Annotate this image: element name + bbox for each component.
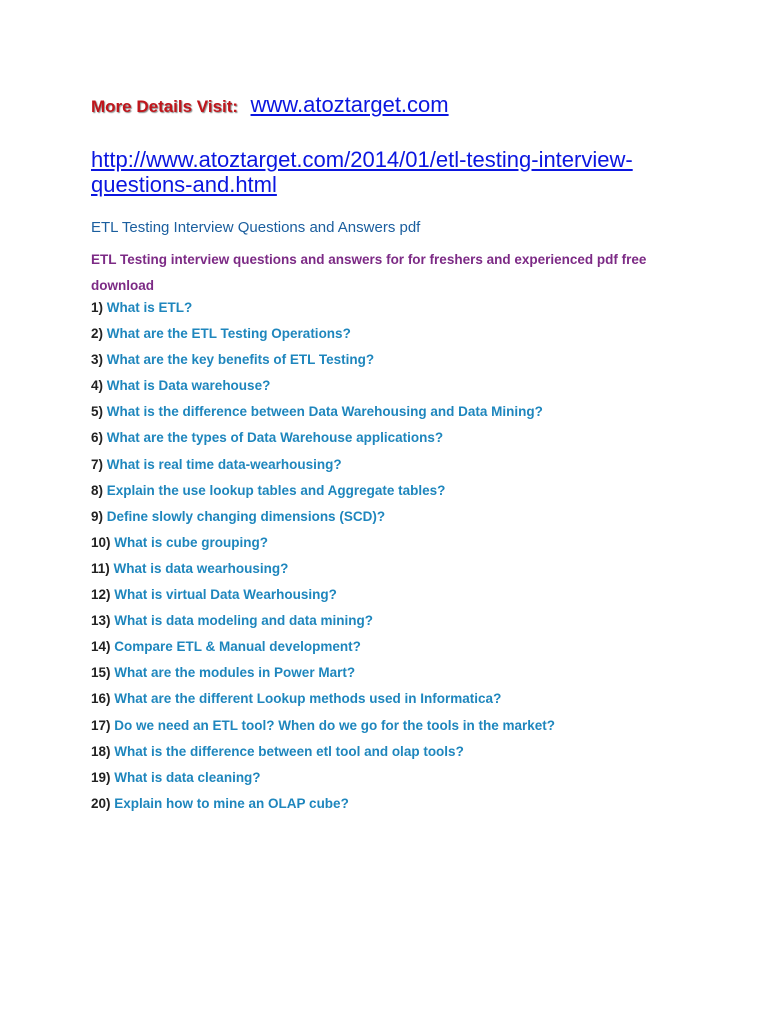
question-text: What are the key benefits of ETL Testing?	[106, 352, 375, 368]
document-subtitle: ETL Testing interview questions and answers for for freshers and experienced pdf free download	[91, 252, 647, 293]
question-item	[91, 637, 555, 663]
question-number: 12)	[91, 587, 111, 603]
question-text: What is data modeling and data mining?	[114, 613, 374, 629]
question-text: What is Data warehouse?	[106, 378, 271, 394]
question-number: 8)	[91, 482, 104, 498]
more-details-label: More Details Visit:	[91, 97, 239, 116]
question-item	[91, 559, 555, 585]
question-number: 11)	[91, 560, 110, 576]
question-item	[91, 689, 555, 715]
question-number: 19)	[91, 769, 111, 785]
question-item	[91, 794, 555, 820]
question-item	[91, 507, 555, 533]
question-text: What is ETL?	[106, 300, 193, 315]
question-item	[91, 716, 555, 742]
question-number: 1)	[91, 300, 104, 315]
question-text: What are the types of Data Warehouse applications?	[106, 430, 444, 446]
article-link[interactable]: http://www.atoztarget.com/2014/01/etl-testing-interview-questions-and.html	[91, 147, 633, 197]
question-number: 3)	[91, 352, 104, 368]
question-number: 18)	[91, 743, 111, 759]
question-number: 7)	[91, 456, 104, 472]
question-item	[91, 428, 555, 454]
question-number: 2)	[91, 326, 104, 342]
question-text: What are the different Lookup methods used in Informatica?	[114, 691, 502, 707]
question-text: What is the difference between etl tool and olap tools?	[114, 743, 464, 759]
question-item	[91, 324, 555, 350]
question-number: 15)	[91, 665, 111, 681]
question-text: Do we need an ETL tool? When do we go for the tools in the market?	[114, 717, 556, 733]
question-text: What is virtual Data Wearhousing?	[114, 587, 337, 603]
question-item	[91, 585, 555, 611]
question-item	[91, 768, 555, 794]
header-row	[91, 92, 449, 118]
question-item	[91, 533, 555, 559]
question-text: What is real time data-wearhousing?	[106, 456, 342, 472]
question-text: Explain how to mine an OLAP cube?	[114, 795, 349, 811]
question-text: What is cube grouping?	[114, 534, 269, 550]
question-item	[91, 742, 555, 768]
question-number: 16)	[91, 691, 111, 707]
question-text: Explain the use lookup tables and Aggregate tables?	[106, 482, 446, 498]
question-number: 14)	[91, 639, 111, 655]
question-item	[91, 663, 555, 689]
question-text: Compare ETL & Manual development?	[114, 639, 361, 655]
question-item	[91, 376, 555, 402]
question-list	[91, 298, 555, 820]
site-link[interactable]: www.atoztarget.com	[250, 92, 449, 117]
question-text: What are the ETL Testing Operations?	[106, 326, 351, 342]
question-number: 10)	[91, 534, 111, 550]
question-text: What is data cleaning?	[114, 769, 261, 785]
question-number: 4)	[91, 378, 104, 394]
question-item	[91, 611, 555, 637]
question-number: 6)	[91, 430, 104, 446]
question-text: What is the difference between Data Warehousing and Data Mining?	[106, 404, 543, 420]
question-item	[91, 481, 555, 507]
question-item	[91, 298, 555, 324]
question-text: What are the modules in Power Mart?	[114, 665, 356, 681]
question-item	[91, 455, 555, 481]
question-number: 9)	[91, 508, 104, 524]
question-item	[91, 350, 555, 376]
question-number: 5)	[91, 404, 104, 420]
question-number: 13)	[91, 613, 111, 629]
question-number: 20)	[91, 795, 111, 811]
question-item	[91, 402, 555, 428]
question-number: 17)	[91, 717, 111, 733]
question-text: Define slowly changing dimensions (SCD)?	[106, 508, 386, 524]
document-title: ETL Testing Interview Questions and Answers pdf	[91, 219, 421, 236]
question-text: What is data wearhousing?	[113, 560, 289, 576]
